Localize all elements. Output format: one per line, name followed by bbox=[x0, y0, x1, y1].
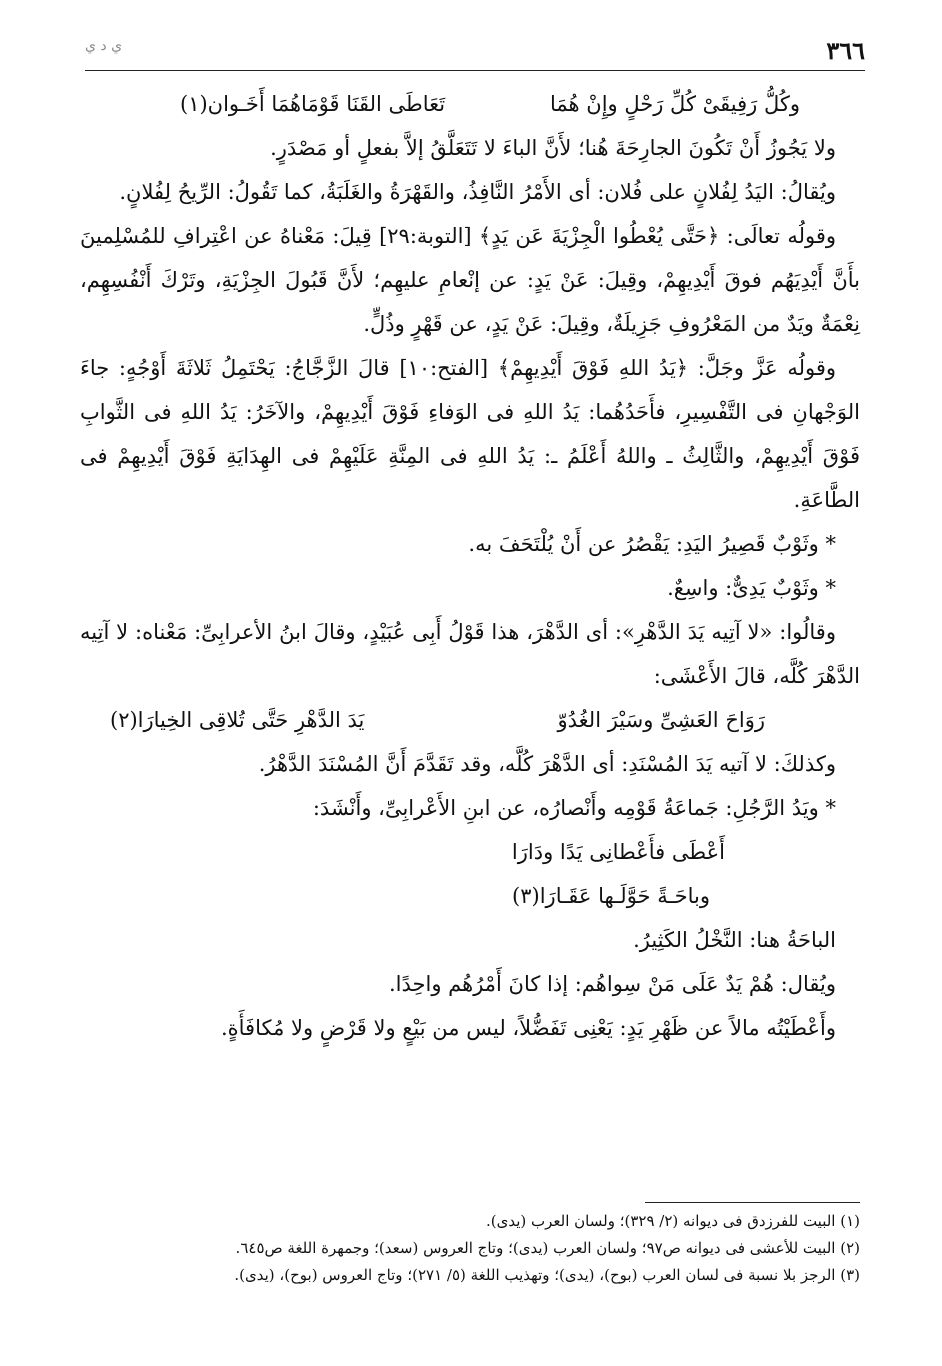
paragraph-6: * وثَوْبٌ يَدِىٌّ: واسِعٌ. bbox=[667, 576, 836, 600]
paragraph-9: * ويَدُ الرَّجُلِ: جَماعَةُ قَوْمِه وأَنْصارُه، عن ابنِ الأَعْرابِىِّ، وأَنْشَدَ: bbox=[312, 796, 836, 820]
footnote-divider bbox=[645, 1202, 860, 1203]
page-number: ٣٦٦ bbox=[826, 36, 865, 65]
page-header bbox=[85, 30, 865, 71]
verse-line-2 bbox=[80, 698, 860, 742]
paragraph-4: وقولُه عَزَّ وجَلَّ: ﴿يَدُ اللهِ فَوْقَ أَيْدِيهِمْ﴾ [الفتح:١٠] قالَ الزَّجَّاجُ: يَحْتَمِلُ ثَلاثَةَ أَوْجُهٍ: جاءَ الوَجْهانِ فى التَّفْسِيرِ، فأَحَدُهُما: يَدُ اللهِ فى الوَفاءِ فَوْقَ أَيْدِيهِمْ، والآخَرُ: يَدُ اللهِ فى الثَّوابِ فَوْقَ أَيْدِيهِمْ، والثَّالِثُ ـ واللهُ أَعْلَمُ ـ: يَدُ اللهِ فى المِنَّةِ عَلَيْهِمْ فى الهِدَايَةِ فَوْقَ أَيْدِيهِمْ فى الطَّاعَةِ. bbox=[80, 356, 860, 512]
footnote-3: (٣) الرجز بلا نسبة فى لسان العرب (بوح)، (يدى)؛ وتهذيب اللغة (٥/ ٢٧١)؛ وتاج العروس (بوح)، (يدى). bbox=[234, 1266, 860, 1284]
paragraph-10: الباحَةُ هنا: النَّخْلُ الكَثِيرُ. bbox=[633, 928, 836, 952]
verse-line-1 bbox=[80, 82, 860, 126]
verse-line-3b: وباحَـةً حَوَّلَـها عَقَـارَا(٣) bbox=[512, 884, 710, 908]
paragraph-8: وكذلكَ: لا آتيه يَدَ المُسْنَدِ: أى الدَّهْرَ كُلَّه، وقد تَقَدَّمَ أَنَّ المُسْنَدَ الدَّهْرُ. bbox=[258, 752, 836, 776]
verse-1-second-hemistich: تَعَاطَى القَنَا قَوْمَاهُمَا أَخَـوان(١) bbox=[180, 92, 446, 116]
header-running-mark: ي د ي bbox=[85, 38, 123, 54]
footnote-1: (١) البيت للفرزدق فى ديوانه (٢/ ٣٢٩)؛ ولسان العرب (يدى). bbox=[485, 1212, 860, 1230]
paragraph-11: ويُقال: هُمْ يَدٌ عَلَى مَنْ سِواهُم: إذا كانَ أَمْرُهُم واحِدًا. bbox=[388, 972, 836, 996]
footnotes bbox=[80, 1208, 860, 1289]
paragraph-7: وقالُوا: «لا آتِيه يَدَ الدَّهْرِ»: أى الدَّهْرَ، هذا قَوْلُ أَبِى عُبَيْدٍ، وقالَ ابنُ الأعرابِىِّ: مَعْناه: لا آتِيه الدَّهْرَ كُلَّه، قالَ الأَعْشَى: bbox=[80, 620, 860, 688]
paragraph-5: * وثَوْبٌ قَصِيرُ اليَدِ: يَقْصُرُ عن أَنْ يُلْتَحَفَ به. bbox=[468, 532, 836, 556]
verse-2-second-hemistich: يَدَ الدَّهْرِ حَتَّى تُلاقِى الخِيارَا(٢) bbox=[110, 708, 365, 732]
verse-2-first-hemistich: رَوَاحَ العَشِىِّ وسَيْرَ الغُدُوّ bbox=[557, 708, 765, 732]
verse-line-3a: أَعْطَى فأَعْطانِى يَدًا ودَارَا bbox=[511, 840, 725, 864]
paragraph-3: وقولُه تعالَى: ﴿حَتَّى يُعْطُوا الْجِزْيَةَ عَن يَدٍ﴾ [التوبة:٢٩] قِيلَ: مَعْناهُ عن اعْتِرافِ للمُسْلِمينَ بأَنَّ أَيْدِيَهُم فوقَ أَيْدِيهِمْ، وقِيلَ: عَنْ يَدٍ: عن إنْعامِ عليهِم؛ لأَنَّ قَبُولَ الجِزْيَةِ، وتَرْكَ أَنْفُسِهِم، نِعْمَةٌ ويَدٌ من المَعْرُوفِ جَزِيلَةٌ، وقِيلَ: عَنْ يَدٍ، عن قَهْرٍ وذُلٍّ. bbox=[80, 224, 860, 336]
footnote-2: (٢) البيت للأعشى فى ديوانه ص٩٧؛ ولسان العرب (يدى)؛ وتاج العروس (سعد)؛ وجمهرة اللغة ص٦٤٥. bbox=[235, 1239, 860, 1257]
paragraph-1: ولا يَجُوزُ أَنْ تَكُونَ الجارِحَةَ هُنا؛ لأَنَّ الباءَ لا تَتَعَلَّقُ إلاَّ بفعلٍ أو مَصْدَرٍ. bbox=[270, 136, 836, 160]
paragraph-12: وأَعْطَيْتُه مالاً عن ظَهْرِ يَدٍ: يَعْنِى تَفَضُّلاً، ليس من بَيْعٍ ولا قَرْضٍ ولا مُكافَأَةٍ. bbox=[220, 1016, 836, 1040]
verse-1-first-hemistich: وكُلُّ رَفِيقَىْ كُلِّ رَحْلٍ وإِنْ هُمَا bbox=[549, 92, 800, 116]
paragraph-2: ويُقالُ: اليَدُ لِفُلانٍ على فُلان: أى الأَمْرُ النَّافِذُ، والقَهْرَةُ والغَلَبَةُ، كما تَقُولُ: الرِّيحُ لِفُلانٍ. bbox=[119, 180, 836, 204]
main-text bbox=[80, 82, 860, 1050]
